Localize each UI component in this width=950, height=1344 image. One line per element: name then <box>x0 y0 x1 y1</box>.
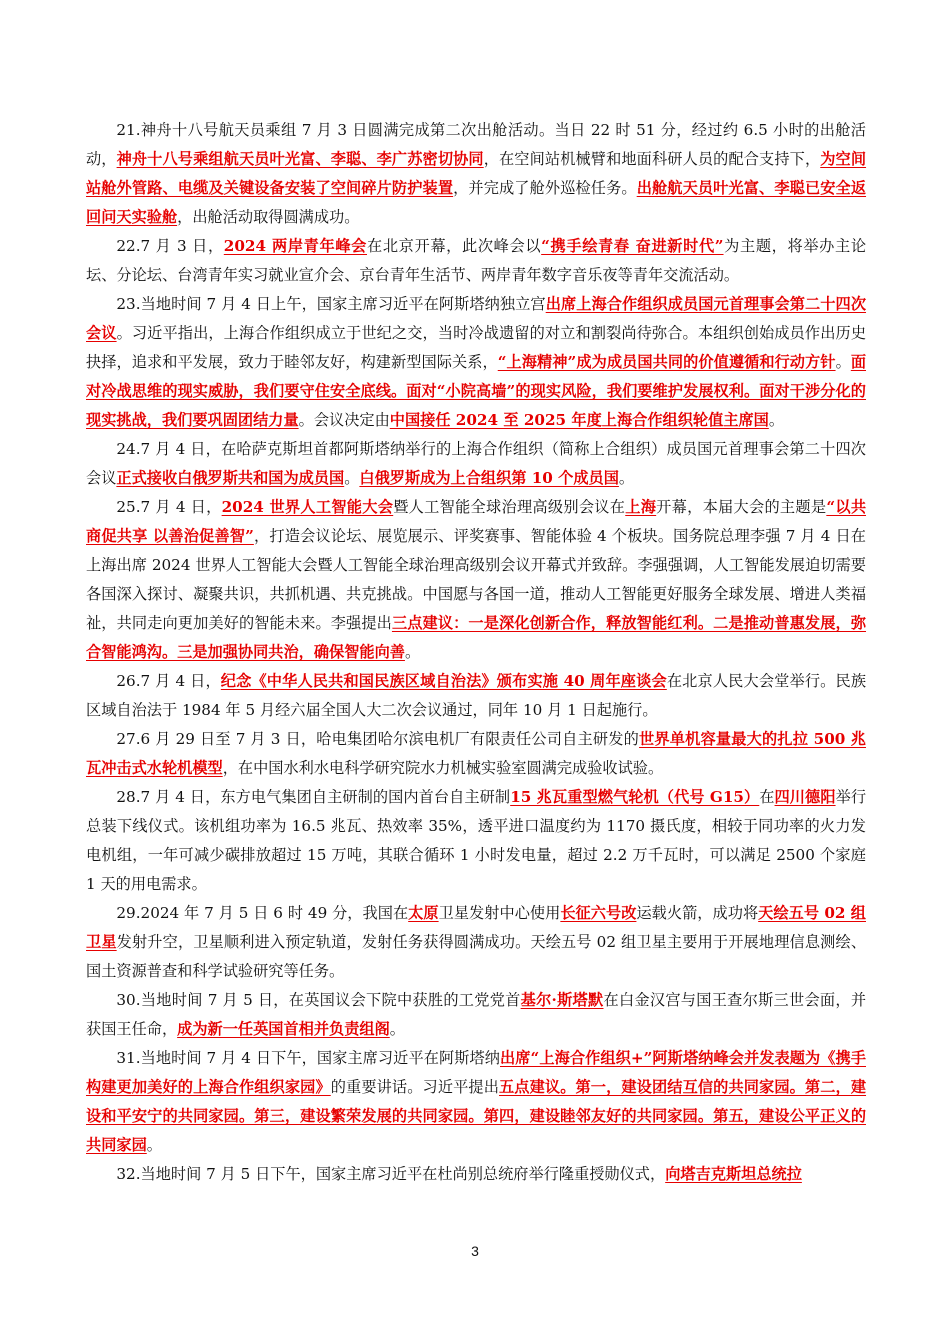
news-item-paragraph <box>86 725 866 783</box>
body-text: 。 <box>618 469 635 487</box>
highlighted-keyphrase: 出席“上海合作组织+”阿斯塔纳峰会并发表题为《携手构建更加美好的上海合作组织家园》 <box>86 1049 866 1096</box>
news-item-paragraph <box>86 899 866 986</box>
news-item-paragraph <box>86 986 866 1044</box>
highlighted-keyphrase: 基尔·斯塔默 <box>520 991 604 1009</box>
body-text: 31.当地时间 7 月 4 日下午，国家主席习近平在阿斯塔纳 <box>116 1049 500 1067</box>
body-text: 发射升空，卫星顺利进入预定轨道，发射任务获得圆满成功。天绘五号 02 组卫星主要用于开展地理信息测绘、国土资源普查和科学试验研究等任务。 <box>86 933 867 980</box>
body-text: 的重要讲话。习近平提出 <box>330 1078 500 1096</box>
body-text: 开幕，本届大会的主题是 <box>656 498 827 516</box>
news-item-paragraph <box>86 1160 866 1189</box>
highlighted-keyphrase: 四川德阳 <box>774 788 836 806</box>
body-text: 暨人工智能全球治理高级别会议在 <box>393 498 626 516</box>
highlighted-keyphrase: 正式接收白俄罗斯共和国为成员国 <box>116 469 345 487</box>
highlighted-keyphrase: 出席上海合作组织成员国元首理事会第二十四次会议 <box>86 295 867 342</box>
highlighted-keyphrase: 面对冷战思维的现实威胁，我们要守住安全底线。面对“小院高墙”的现实风险，我们要维护发展权利。面对干涉分化的现实挑战，我们要巩固团结力量 <box>86 353 866 429</box>
body-text: 。 <box>389 1020 405 1038</box>
highlighted-keyphrase: 天绘五号 02 组卫星 <box>86 904 866 951</box>
highlighted-keyphrase: 太原 <box>408 904 439 922</box>
news-item-paragraph <box>86 435 866 493</box>
body-text: 运载火箭，成功将 <box>636 904 759 922</box>
body-text: 卫星发射中心使用 <box>438 904 561 922</box>
body-text: ，并完成了舱外巡检任务。 <box>453 179 637 197</box>
highlighted-keyphrase: “上海精神”成为成员国共同的价值遵循和行动方针 <box>497 353 836 371</box>
highlighted-keyphrase: 向塔吉克斯坦总统拉 <box>665 1165 802 1183</box>
highlighted-keyphrase: 神舟十八号乘组航天员叶光富、李聪、李广苏密切协同 <box>116 150 484 168</box>
body-text: 。 <box>344 469 360 487</box>
body-text: 在北京开幕，此次峰会以 <box>367 237 542 255</box>
body-text: 30.当地时间 7 月 5 日，在英国议会下院中获胜的工党党首 <box>116 991 521 1009</box>
highlighted-keyphrase: “携手绘青春 奋进新时代” <box>541 237 724 255</box>
body-text: 为主题，将举办主论坛、分论坛、台湾青年实习就业宣介会、京台青年生活节、两岸青年数字音乐夜等青年交流活动。 <box>86 237 867 284</box>
highlighted-keyphrase: 2024 世界人工智能大会 <box>221 498 394 516</box>
body-text: 22.7 月 3 日， <box>116 237 224 255</box>
body-text: ，在空间站机械臂和地面科研人员的配合支持下， <box>483 150 821 168</box>
body-text: 28.7 月 4 日，东方电气集团自主研制的国内首台自主研制 <box>116 788 511 806</box>
highlighted-keyphrase: “以共商促共享 以善治促善智” <box>86 498 867 545</box>
body-text: 21.神舟十八号航天员乘组 7 月 3 日圆满完成第二次出舱活动。当日 22 时 51 分，经过约 6.5 小时的出舱活动， <box>86 121 866 168</box>
body-text: 29.2024 年 7 月 5 日 6 时 49 分，我国在 <box>116 904 409 922</box>
page-number: 3 <box>471 1243 479 1259</box>
news-item-paragraph <box>86 116 866 232</box>
body-text: ，打造会议论坛、展览展示、评奖赛事、智能体验 4 个板块。国务院总理李强 7 月 4 日在上海出席 2024 世界人工智能大会暨人工智能全球治理高级别会议开幕式并致辞。李强强调，人工智能发展迫切需要各国深入探讨、凝聚共识，共抓机遇、共克挑战。中国愿与各国一道，推动人工智能更好服务全球发展、增进人类福祉，共同走向更加美好的智能未来。李强提出 <box>86 527 866 632</box>
body-text: 。 <box>768 411 785 429</box>
highlighted-keyphrase: 上海 <box>625 498 657 516</box>
body-text: 23.当地时间 7 月 4 日上午，国家主席习近平在阿斯塔纳独立宫 <box>116 295 546 313</box>
body-text: 。习近平指出，上海合作组织成立于世纪之交，当时冷战遗留的对立和割裂尚待弥合。本组织创始成员作出历史抉择，追求和平发展，致力于睦邻友好，构建新型国际关系， <box>86 324 867 371</box>
highlighted-keyphrase: 出舱航天员叶光富、李聪已安全返回问天实验舱 <box>86 179 867 226</box>
body-text: 25.7 月 4 日， <box>116 498 222 516</box>
body-text: ，出舱活动取得圆满成功。 <box>177 208 360 226</box>
body-text: 举行总装下线仪式。该机组功率为 16.5 兆瓦、热效率 35%，透平进口温度约为 1170 摄氏度，相较于同功率的火力发电机组，一年可减少碳排放超过 15 万吨，其联合循环 1 小时发电量，超过 2.2 万千瓦时，可以满足 2500 个家庭 1 天的用电需求。 <box>86 788 867 893</box>
body-text: 在白金汉宫与国王查尔斯三世会面，并获国王任命， <box>86 991 867 1038</box>
highlighted-keyphrase: 纪念《中华人民共和国民族区域自治法》颁布实施 40 周年座谈会 <box>220 672 667 690</box>
highlighted-keyphrase: 世界单机容量最大的扎拉 500 兆瓦冲击式水轮机模型 <box>86 730 866 777</box>
body-text: 27.6 月 29 日至 7 月 3 日，哈电集团哈尔滨电机厂有限责任公司自主研发的 <box>116 730 640 748</box>
body-text: 。会议决定由 <box>298 411 390 429</box>
body-text: ，在中国水利水电科学研究院水力机械实验室圆满完成验收试验。 <box>222 759 664 777</box>
body-text: 。 <box>404 643 421 661</box>
highlighted-keyphrase: 2024 两岸青年峰会 <box>223 237 367 255</box>
highlighted-keyphrase: 白俄罗斯成为上合组织第 10 个成员国 <box>359 469 619 487</box>
body-text: 在 <box>759 788 775 806</box>
body-text: 24.7 月 4 日，在哈萨克斯坦首都阿斯塔纳举行的上海合作组织（简称上合组织）成员国元首理事会第二十四次会议 <box>86 440 866 487</box>
news-item-paragraph <box>86 667 866 725</box>
highlighted-keyphrase: 五点建议。第一，建设团结互信的共同家园。第二，建设和平安宁的共同家园。第三，建设繁荣发展的共同家园。第四，建设睦邻友好的共同家园。第五，建设公平正义的共同家园 <box>86 1078 867 1154</box>
document-body <box>86 116 866 1189</box>
body-text: 。 <box>146 1136 162 1154</box>
highlighted-keyphrase: 中国接任 2024 至 2025 年度上海合作组织轮值主席国 <box>389 411 769 429</box>
news-item-paragraph <box>86 232 866 290</box>
body-text: 26.7 月 4 日， <box>116 672 221 690</box>
highlighted-keyphrase: 三点建议：一是深化创新合作，释放智能红利。二是推动普惠发展，弥合智能鸿沟。三是加强协同共治，确保智能向善 <box>86 614 867 661</box>
news-item-paragraph <box>86 783 866 899</box>
highlighted-keyphrase: 成为新一任英国首相并负责组阁 <box>177 1020 390 1038</box>
body-text: 32.当地时间 7 月 5 日下午，国家主席习近平在杜尚别总统府举行隆重授勋仪式， <box>116 1165 666 1183</box>
highlighted-keyphrase: 长征六号改 <box>560 904 637 922</box>
news-item-paragraph <box>86 1044 866 1160</box>
body-text: 在北京人民大会堂举行。民族区域自治法于 1984 年 5 月经六届全国人大二次会议通过，同年 10 月 1 日起施行。 <box>86 672 867 719</box>
highlighted-keyphrase: 为空间站舱外管路、电缆及关键设备安装了空间碎片防护装置 <box>86 150 867 197</box>
highlighted-keyphrase: 15 兆瓦重型燃气轮机（代号 G15） <box>510 788 760 806</box>
news-item-paragraph <box>86 290 866 435</box>
body-text: 。 <box>835 353 851 371</box>
news-item-paragraph <box>86 493 866 667</box>
